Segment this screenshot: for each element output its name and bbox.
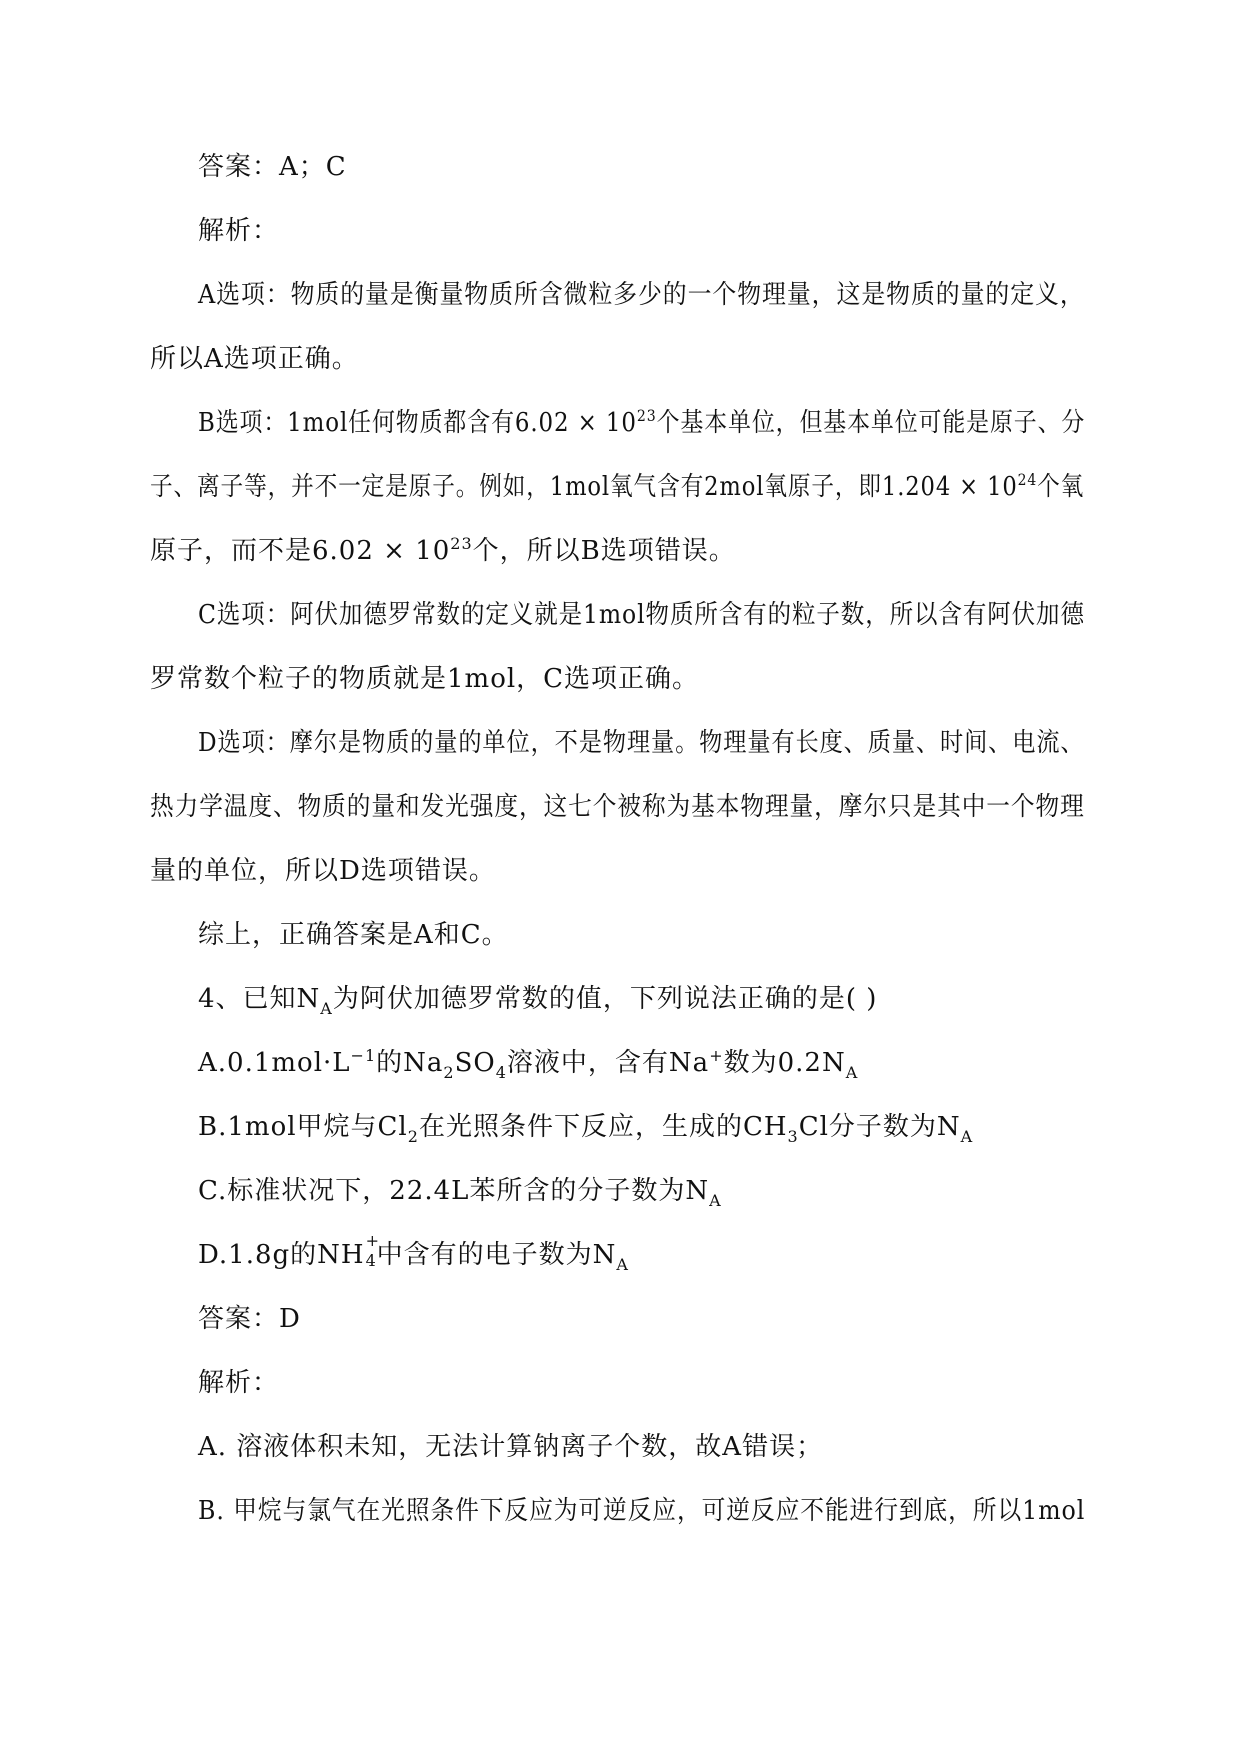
text-segment: D.1.8g的NH — [198, 1240, 365, 1270]
option-d-explanation-line-2: 热力学温度、物质的量和发光强度，这七个被称为基本物理量，摩尔只是其中一个物理 — [150, 792, 1085, 822]
text-segment: 个，所以B选项错误。 — [472, 536, 736, 566]
answer-line-1: 答案：A；C — [198, 152, 347, 182]
text-segment: 4、已知N — [198, 984, 321, 1014]
text-segment: 数为0.2N — [723, 1048, 846, 1078]
text-segment: 子、离子等，并不一定是原子。例如，1mol氧气含有2mol氧原子，即1.204 × 10 — [150, 472, 1018, 502]
question-4-option-a — [198, 1046, 858, 1080]
text-segment: B选项：1mol任何物质都含有6.02 × 10 — [198, 408, 637, 438]
subscript: A — [709, 1191, 722, 1210]
exponent: 23 — [636, 406, 657, 425]
exponent: 24 — [1017, 470, 1038, 489]
option-c-explanation-line-1: C选项：阿伏加德罗常数的定义就是1mol物质所含有的粒子数，所以含有阿伏加德 — [198, 600, 1085, 630]
text-segment: SO — [454, 1048, 496, 1078]
text-segment: Cl分子数为N — [798, 1112, 961, 1142]
superscript: −1 — [350, 1046, 377, 1065]
analysis-b-line: B. 甲烷与氯气在光照条件下反应为可逆反应，可逆反应不能进行到底，所以1mol — [198, 1496, 1086, 1526]
subscript: 3 — [787, 1127, 799, 1146]
option-a-explanation-line-2: 所以A选项正确。 — [150, 344, 359, 374]
text-segment: C.标准状况下，22.4L苯所含的分子数为N — [198, 1176, 710, 1206]
option-d-explanation-line-1: D选项：摩尔是物质的量的单位，不是物理量。物理量有长度、质量、时间、电流、 — [198, 728, 1085, 758]
analysis-heading-1: 解析： — [198, 216, 280, 246]
question-4-option-c — [198, 1174, 722, 1208]
summary-line: 综上，正确答案是A和C。 — [198, 920, 509, 950]
text-segment: 为阿伏加德罗常数的值，下列说法正确的是( ) — [332, 984, 878, 1014]
subscript: A — [960, 1127, 974, 1146]
subscript: A — [616, 1255, 629, 1274]
text-segment: 溶液中，含有Na — [506, 1048, 710, 1078]
text-segment: B.1mol甲烷与Cl — [198, 1112, 408, 1142]
ion-charge-stack: + 4 — [365, 1231, 381, 1270]
text-segment: 的Na — [376, 1048, 444, 1078]
text-segment: 个基本单位，但基本单位可能是原子、分 — [656, 408, 1086, 438]
text-segment: A.0.1mol·L — [198, 1048, 351, 1078]
text-segment: 中含有的电子数为N — [376, 1240, 617, 1270]
answer-line-2: 答案：D — [198, 1304, 301, 1334]
subscript: 2 — [407, 1127, 419, 1146]
option-b-explanation-line-2 — [150, 470, 1084, 504]
option-b-explanation-line-3 — [150, 534, 736, 568]
subscript: A — [845, 1063, 859, 1082]
subscript: 2 — [443, 1063, 455, 1082]
exponent: 23 — [450, 534, 473, 553]
superscript: + — [709, 1046, 724, 1065]
analysis-a-line: A. 溶液体积未知，无法计算钠离子个数，故A错误； — [198, 1432, 824, 1462]
question-4-option-b — [198, 1110, 973, 1144]
question-4-stem — [198, 982, 877, 1016]
subscript: 4 — [495, 1063, 507, 1082]
option-c-explanation-line-2: 罗常数个粒子的物质就是1mol，C选项正确。 — [150, 664, 700, 694]
text-segment: 在光照条件下反应，生成的CH — [418, 1112, 788, 1142]
analysis-heading-2: 解析： — [198, 1368, 280, 1398]
text-segment: 个氧 — [1037, 472, 1085, 502]
subscript: A — [320, 999, 333, 1018]
option-b-explanation-line-1 — [198, 406, 1085, 440]
option-d-explanation-line-3: 量的单位，所以D选项错误。 — [150, 856, 496, 886]
question-4-option-d — [198, 1231, 629, 1274]
option-a-explanation-line-1: A选项：物质的量是衡量物质所含微粒多少的一个物理量，这是物质的量的定义， — [198, 280, 1085, 310]
text-segment: 原子，而不是6.02 × 10 — [150, 536, 451, 566]
